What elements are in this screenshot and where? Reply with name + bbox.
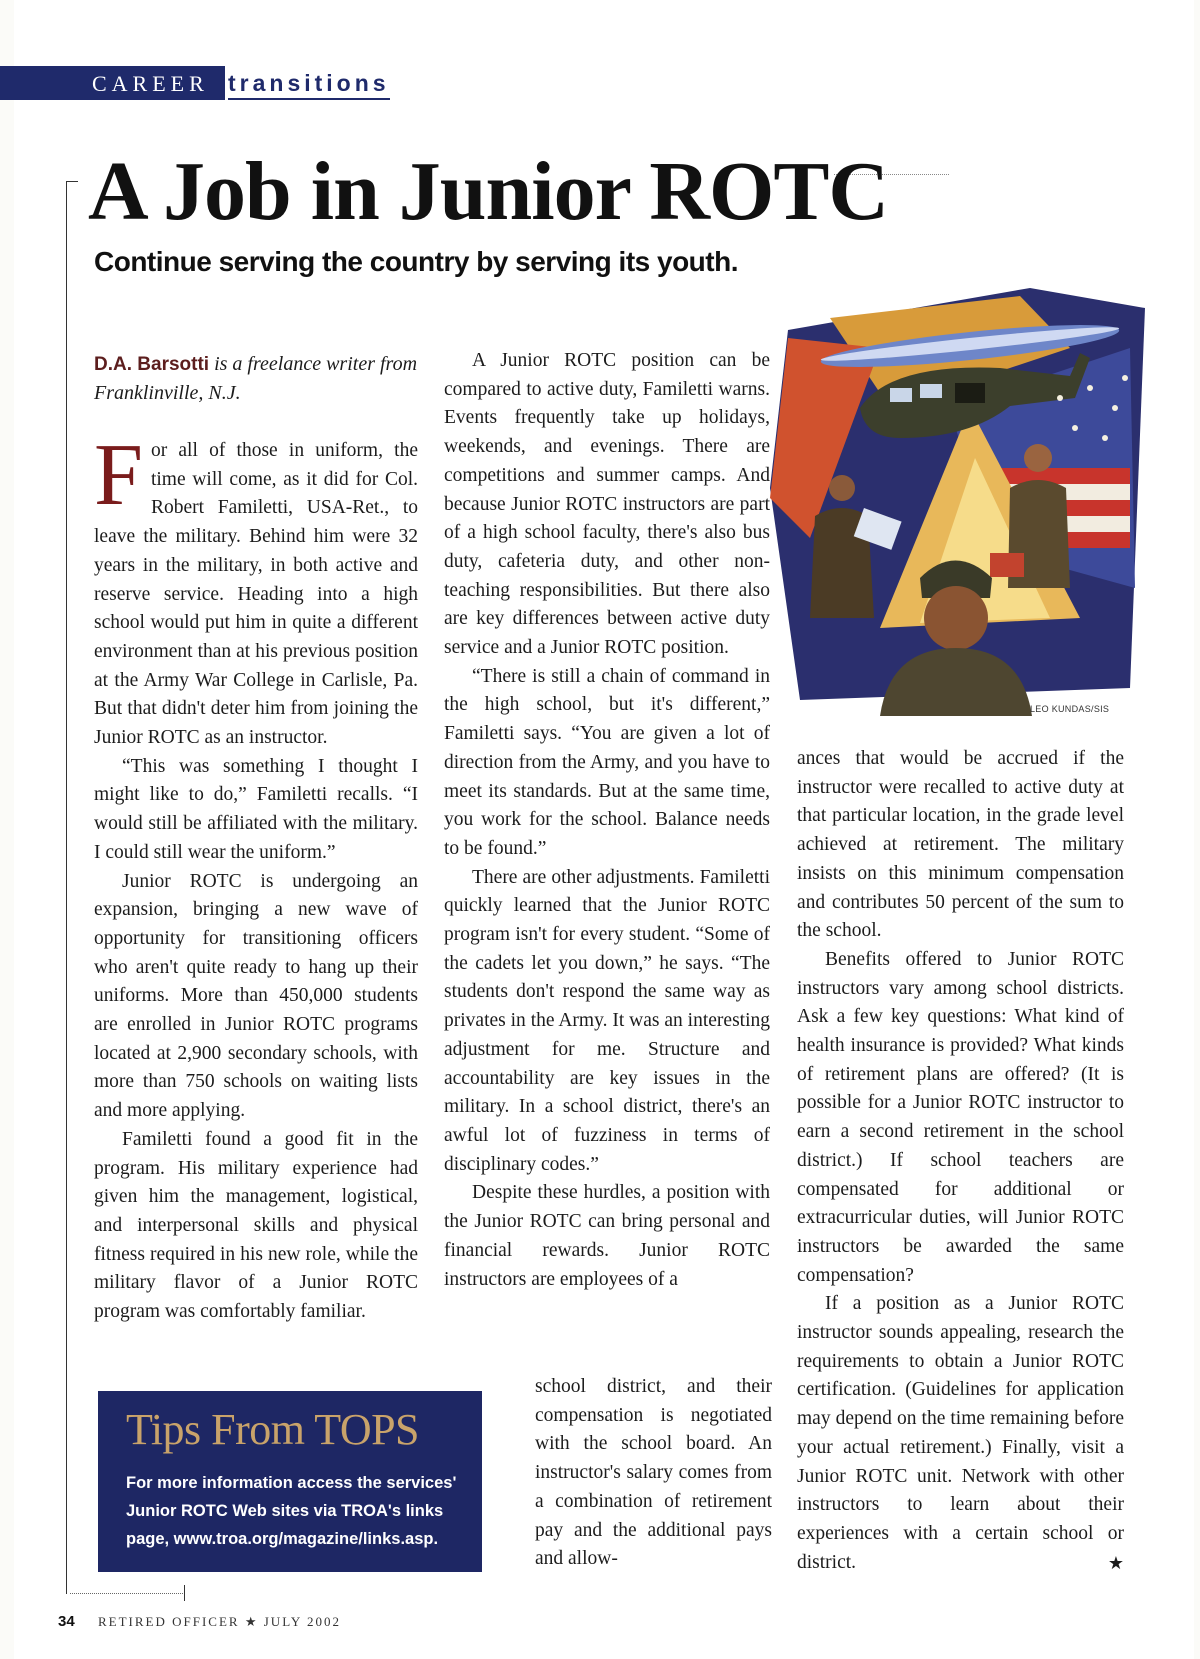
page-number: 34 — [58, 1613, 75, 1630]
tips-title: Tips From TOPS — [126, 1405, 420, 1454]
paragraph: school district, and their compensation is negotiated with the school board. An instructor's salary comes from a combination of retirement pay and the additional pays and allow- — [535, 1376, 772, 1570]
tips-from-tops-box — [98, 1391, 482, 1572]
article-column-3 — [797, 745, 1124, 1577]
article-title: A Job in Junior ROTC — [88, 145, 889, 238]
paragraph: For all of those in uniform, the time will come, as it did for Col. Robert Familetti, USA-Ret., to leave the military. Behind him were 32 years in the military, in both active and reserve service. Heading into a high school would put him in quite a different environment than at his previous position at the Army War College in Carlisle, Pa. But that didn't deter him from joining the Junior ROTC as an instructor. — [94, 427, 418, 749]
article-column-1 — [94, 427, 418, 1327]
paragraph: ances that would be accrued if the instructor were recalled to active duty at that particular location, in the grade level achieved at retirement. The military insists on this minimum compensation and contributes 50 percent of the sum to the school. — [797, 748, 1124, 942]
paragraph: Familetti found a good fit in the program. His military experience had given him the management, logistical, and interpersonal skills and physical fitness required in his new role, while the military flavor of a Junior ROTC program was comfortably familiar. — [94, 1128, 418, 1323]
paragraph: Despite these hurdles, a position with the Junior ROTC can bring personal and financial rewards. Junior ROTC instructors are employees of a — [444, 1182, 770, 1290]
paragraph: If a position as a Junior ROTC instructor sounds appealing, research the requirements to obtain a Junior ROTC certification. (Guidelines for application may depend on the time remaining before your actual retirement.) Finally, visit a Junior ROTC unit. Network with other instructors to learn about their experiences with a certain school or district. ★ — [797, 1290, 1124, 1577]
paragraph: “This was something I thought I might like to do,” Familetti recalls. “I would still be affiliated with the military. I could still wear the uniform.” — [94, 755, 418, 863]
subsection-label: transitions — [228, 68, 390, 100]
article-column-2-continued — [535, 1373, 772, 1574]
paragraph: “There is still a chain of command in the high school, but it's different,” Familetti says. “You are given a lot of direction from the Army, and you have to meet its standards. But at the same time, you work for the school. Balance needs to be found.” — [444, 665, 770, 859]
author-name: D.A. Barsotti — [94, 354, 210, 375]
footer-tick — [184, 1585, 185, 1601]
paragraph: A Junior ROTC position can be compared to active duty, Familetti warns. Events frequently take up holidays, weekends, and evenings. There are competitions and summer camps. And because Junior ROTC instructors are part of a high school faculty, there's also bus duty, cafeteria duty, and other non-teaching responsibilities. But there also are key differences between active duty service and a Junior ROTC position. — [444, 350, 770, 659]
drop-cap: F — [94, 427, 143, 524]
byline — [94, 350, 434, 408]
paragraph: Junior ROTC is undergoing an expansion, bringing a new wave of opportunity for transitioning officers who aren't quite ready to hang up their uniforms. More than 450,000 students are enrolled in Junior ROTC programs located at 2,900 secondary schools, with more than 750 schools on waiting lists and more applying. — [94, 870, 418, 1122]
paragraph: There are other adjustments. Familetti quickly learned that the Junior ROTC program isn't for every student. “Some of the cadets let you down,” he says. “The students don't respond the same way as privates in the Army. It was an interesting adjustment for me. Structure and accountability are key issues in the military. In a school district, there's an awful lot of fuzziness in terms of disciplinary codes.” — [444, 866, 770, 1175]
photo-credit: LEO KUNDAS/SIS — [1030, 704, 1110, 714]
article-column-2 — [444, 347, 770, 1294]
title-bracket-rule — [66, 181, 78, 1594]
illustration-helicopter-soldiers — [770, 288, 1145, 716]
tips-text: For more information access the services' Junior ROTC Web sites via TROA's links page, www.troa.org/magazine/links.asp. — [126, 1474, 457, 1548]
footer-dotted-rule — [70, 1593, 185, 1594]
paragraph: Benefits offered to Junior ROTC instructors vary among school districts. Ask a few key questions: What kind of health insurance is provided? What kinds of retirement plans are offered? (It is possible for a Junior ROTC instructor to earn a second retirement in the school district.) If school teachers are compensated for additional or extracurricular duties, will Junior ROTC instructors be awarded the same compensation? — [797, 948, 1124, 1286]
end-star-icon: ★ — [1107, 1552, 1124, 1573]
author-description: is a freelance writer from Franklinville, N.J. — [94, 353, 418, 404]
article-subtitle: Continue serving the country by serving its youth. — [94, 246, 738, 277]
publication-footer: RETIRED OFFICER ★ JULY 2002 — [98, 1614, 341, 1629]
section-label: CAREER — [92, 71, 209, 96]
